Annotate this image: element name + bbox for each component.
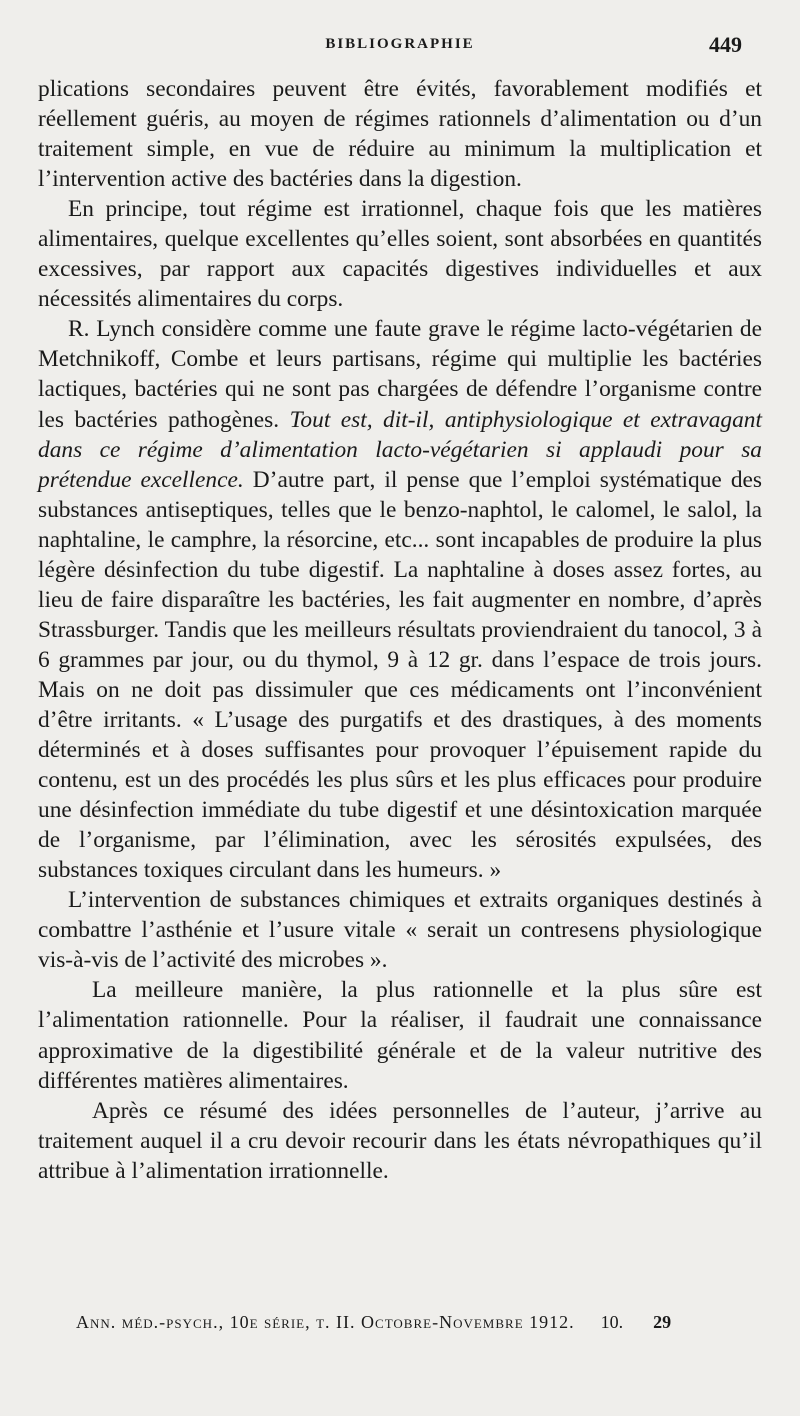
footer-sheet-number: 29 (653, 1312, 672, 1332)
running-title: BIBLIOGRAPHIE (325, 36, 475, 52)
footer-signature: 10. (600, 1312, 624, 1332)
body-text (38, 74, 762, 1186)
paragraph-3 (38, 314, 762, 885)
footer (76, 1312, 671, 1333)
paragraph-3-text-a: R. Lynch considère comme une faute grave le régime lacto-végétarien de Metchnikoff, Combe et leurs partisans, régime qui multiplie les bactéries lactiques, bactéries qui ne sont pas chargées de défendre l’organisme contre les bactéries pathogènes. (38, 316, 762, 433)
paragraph-4: L’intervention de substances chimiques et extraits organiques destinés à combattre l’asthénie et l’usure vitale « serait un contresens physiologique vis-à-vis de l’activité des microbes ». (38, 887, 762, 974)
paragraph-3-italic-quote: Tout est, dit-il, antiphysiologique et extravagant dans ce régime d’alimentation lacto-végétarien si applaudi pour sa prétendue excellence. (38, 406, 762, 493)
page-number: 449 (709, 32, 742, 57)
running-head (0, 32, 800, 60)
paragraph-3-text-b: D’autre part, il pense que l’emploi systématique des substances antiseptiques, telles que le benzo-naphtol, le calomel, le salol, la naphtaline, le camphre, la résorcine, etc... sont incapables de produire la plus légère désinfection du tube digestif. La naphtaline à doses assez fortes, au lieu de faire disparaître les bactéries, les fait augmenter en nombre, d’après Strassburger. Tandis que les meilleurs résultats proviendraient du tanocol, 3 à 6 grammes par jour, ou du thymol, 9 à 12 gr. dans l’espace de trois jours. Mais on ne doit pas dissimuler que ces médicaments ont l’inconvénient d’être irritants. « L’usage des purgatifs et des drastiques, à des moments déterminés et à doses suffisantes pour provoquer l’épuisement rapide du contenu, est un des procédés les plus sûrs et les plus efficaces pour produire une désinfection immédiate du tube digestif et une désintoxication marquée de l’organisme, par l’élimination, avec les sérosités expulsées, des substances toxiques circulant dans les humeurs. » (38, 466, 762, 884)
footer-journal: Ann. méd.-psych., 10e série, t. II. Octobre-Novembre 1912. (76, 1312, 575, 1332)
paragraph-2: En principe, tout régime est irrationnel, chaque fois que les matières alimentaires, quelque excellentes qu’elles soient, sont absorbées en quantités excessives, par rapport aux capacités digestives individuelles et aux nécessités alimentaires du corps. (38, 196, 762, 313)
paragraph-6: Après ce résumé des idées personnelles de l’auteur, j’arrive au traitement auquel il a cru devoir recourir dans les états névropathiques qu’il attribue à l’alimentation irrationnelle. (38, 1097, 762, 1184)
paragraph-5: La meilleure manière, la plus rationnelle et la plus sûre est l’alimentation rationnelle. Pour la réaliser, il faudrait une connaissance approximative de la digestibilité générale et de la valeur nutritive des différentes matières alimentaires. (38, 977, 762, 1094)
paragraph-1: plications secondaires peuvent être évités, favorablement modifiés et réellement guéris, au moyen de régimes rationnels d’alimentation ou d’un traitement simple, en vue de réduire au minimum la multiplication et l’intervention active des bactéries dans la digestion. (38, 76, 762, 193)
